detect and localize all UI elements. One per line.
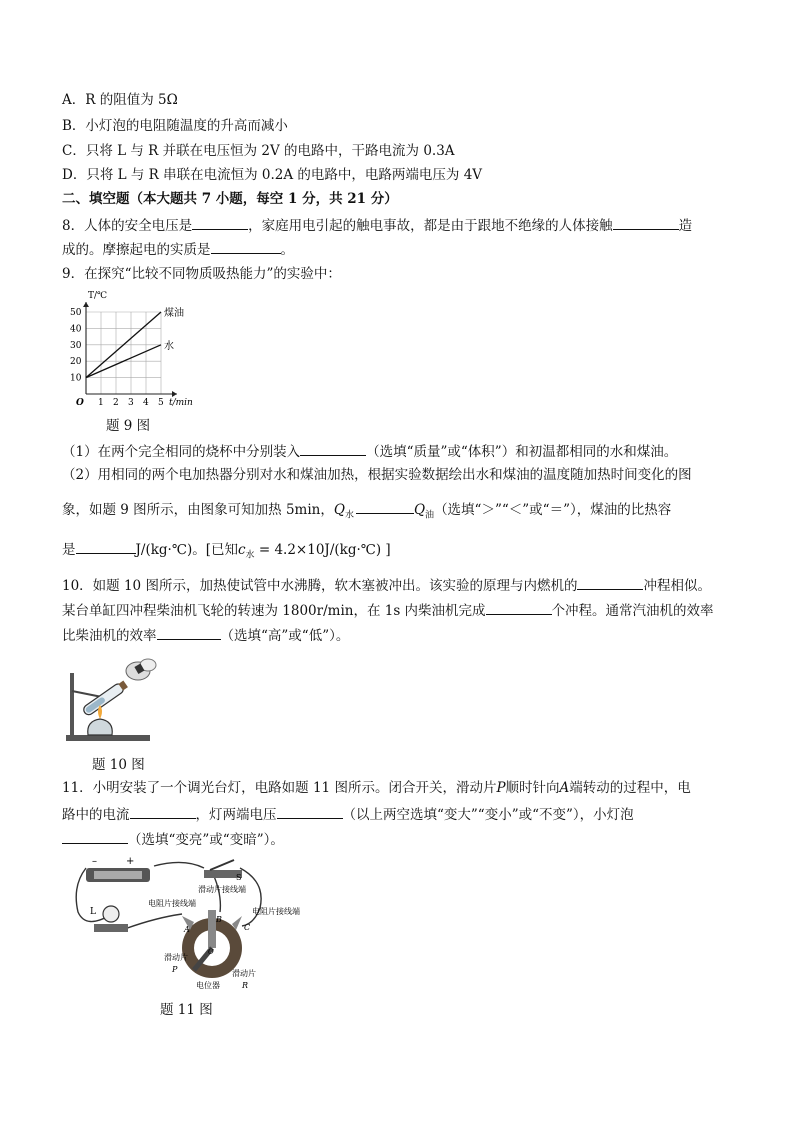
q8-text: ，家庭用电引起的触电事故，都是由于跟地不绝缘的人体接触 xyxy=(248,218,613,234)
q11-line1 xyxy=(62,779,691,797)
slider-label: 滑动片 xyxy=(164,953,188,962)
q9-q-water: Q xyxy=(333,502,345,518)
slider-p-label: P xyxy=(172,965,178,974)
q11-line2 xyxy=(62,804,634,824)
q11-text: 11．小明安装了一个调光台灯，电路如题 11 图所示。闭合开关，滑动片 xyxy=(62,780,497,796)
q11-text: （以上两空选填“变大”“变小”或“不变”），小灯泡 xyxy=(342,807,634,823)
wire xyxy=(122,914,182,930)
q11-text: （选填“变亮”或“变暗”）。 xyxy=(128,832,284,848)
origin-label: O xyxy=(76,398,84,408)
slider-terminal-label: 滑动片接线端 xyxy=(198,885,246,894)
x-tick-label: 1 xyxy=(98,398,104,408)
resistor-sheet-label: 滑动片 xyxy=(232,969,256,978)
q9-q-oil-sub: 油 xyxy=(425,510,435,521)
option-b: B．小灯泡的电阻随温度的升高而减小 xyxy=(62,118,288,134)
q10-text: 10．如题 10 图所示，加热使试管中水沸腾，软木塞被冲出。该实验的原理与内燃机的 xyxy=(62,578,578,594)
q10-blank1 xyxy=(577,575,643,590)
series-label: 煤油 xyxy=(164,308,184,319)
bulb-base xyxy=(94,924,128,932)
wire xyxy=(214,876,220,912)
q9-text: 象，如题 9 图所示，由图象可知加热 5min， xyxy=(62,502,334,518)
clamp xyxy=(72,691,102,697)
q9-text: （1）在两个完全相同的烧杯中分别装入 xyxy=(62,444,301,460)
option-d: D．只将 L 与 R 串联在电流恒为 0.2A 的电路中，电路两端电压为 4V xyxy=(62,167,483,183)
q11-text: 路中的电流 xyxy=(62,807,130,823)
wire xyxy=(240,868,261,926)
q9-text: 是 xyxy=(62,542,76,558)
q11-blank3 xyxy=(62,829,128,844)
q9-blank1 xyxy=(300,441,366,456)
switch-label: S xyxy=(236,873,242,882)
q9-caption: 题 9 图 xyxy=(106,418,151,434)
q8-line2 xyxy=(62,239,294,259)
q10-blank2 xyxy=(486,600,552,615)
q10-line1 xyxy=(62,575,711,595)
alcohol-lamp xyxy=(88,719,113,735)
y-axis-arrow xyxy=(83,302,89,307)
battery-minus: – xyxy=(92,856,97,867)
q10-caption: 题 10 图 xyxy=(92,757,145,773)
q9-sub2-line3 xyxy=(62,539,391,565)
q8-line1 xyxy=(62,215,692,235)
q9-stem: 9．在探究“比较不同物质吸热能力”的实验中： xyxy=(62,266,341,282)
q11-caption: 题 11 图 xyxy=(160,1002,213,1018)
section-title: 二、填空题（本大题共 7 小题，每空 1 分，共 21 分） xyxy=(62,191,398,207)
q11-circuit-figure xyxy=(64,852,300,994)
q11-text: ，灯两端电压 xyxy=(195,807,277,823)
q10-text: （选填“高”或“低”）。 xyxy=(220,628,350,644)
q8-text: 造 xyxy=(678,218,693,234)
q11-text: 端转动的过程中，电 xyxy=(569,780,691,796)
q10-text: 某台单缸四冲程柴油机飞轮的转速为 1800r/min，在 1s 内柴油机完成 xyxy=(62,603,486,619)
bulb xyxy=(103,906,119,922)
q11-text: 顺时针向 xyxy=(505,780,560,796)
q11-blank2 xyxy=(277,804,343,819)
battery-plus: + xyxy=(126,856,135,867)
wire xyxy=(154,862,204,868)
q9-q-oil: Q xyxy=(413,502,426,518)
q11-p: P xyxy=(496,780,506,796)
q11-a: A xyxy=(559,780,570,796)
chart-labels xyxy=(70,291,193,408)
q10-text: 冲程相似。 xyxy=(643,578,711,594)
res-terminal-left-label: 电阻片接线端 xyxy=(148,899,196,908)
slider-arm xyxy=(208,910,216,948)
x-tick-label: 5 xyxy=(158,398,164,408)
series-label: 水 xyxy=(164,340,174,352)
potentiometer-label: 电位器 xyxy=(196,981,220,990)
q9-blank3 xyxy=(76,539,136,554)
q8-blank1 xyxy=(192,215,248,230)
q9-sub2-line1: （2）用相同的两个电加热器分别对水和煤油加热，根据实验数据绘出水和煤油的温度随加热时间变化的图 xyxy=(62,467,692,483)
bulb-label: L xyxy=(90,907,96,917)
q9-c-sub: 水 xyxy=(245,550,255,561)
q10-blank3 xyxy=(157,625,221,640)
res-terminal-right-label: 电阻片接线端 xyxy=(252,907,300,916)
terminal-a-label: A xyxy=(184,925,190,934)
q10-text: 个冲程。通常汽油机的效率 xyxy=(551,603,714,619)
q9-q-water-sub: 水 xyxy=(344,510,354,521)
q10-test-tube-figure xyxy=(60,653,162,749)
q10-line3 xyxy=(62,625,349,645)
q9-c-symbol: c xyxy=(237,542,246,558)
y-tick-label: 10 xyxy=(70,373,82,384)
terminal-c-label: C xyxy=(244,923,251,932)
y-tick-label: 20 xyxy=(70,357,82,368)
q9-temperature-chart xyxy=(66,290,196,408)
q9-text: J/(kg·℃)。[已知 xyxy=(135,542,238,558)
q8-text: 成的。摩擦起电的实质是 xyxy=(62,242,211,258)
test-tube xyxy=(82,680,129,717)
y-tick-label: 30 xyxy=(70,340,82,351)
x-tick-label: 4 xyxy=(143,398,149,408)
y-tick-label: 50 xyxy=(70,308,82,318)
q8-text: 8．人体的安全电压是 xyxy=(62,218,193,234)
option-a: A．R 的阻值为 5Ω xyxy=(62,92,178,108)
stand-rod xyxy=(70,673,74,737)
battery xyxy=(94,871,142,879)
q8-blank2 xyxy=(613,215,679,230)
resistor-r-label: R xyxy=(242,981,249,990)
x-tick-label: 2 xyxy=(113,398,119,408)
q11-blank1 xyxy=(130,804,196,819)
q10-line2 xyxy=(62,600,714,620)
terminal-b-label: B xyxy=(216,915,222,924)
q10-text: 比柴油机的效率 xyxy=(62,628,157,644)
x-axis-arrow xyxy=(172,391,177,397)
option-c: C．只将 L 与 R 并联在电压恒为 2V 的电路中，干路电流为 0.3A xyxy=(62,143,455,159)
q9-text: = 4.2×10J/(kg·℃) ] xyxy=(254,542,391,558)
stand-base xyxy=(66,735,150,741)
q9-blank2 xyxy=(356,499,414,514)
q8-blank3 xyxy=(211,239,281,254)
q9-text: （选填“＞”“＜”或“＝”），煤油的比热容 xyxy=(434,502,672,518)
x-tick-label: 3 xyxy=(128,398,134,408)
q9-sub2-line2 xyxy=(62,499,671,525)
q9-sub1 xyxy=(62,441,677,461)
q8-text: 。 xyxy=(280,242,294,258)
switch-lever xyxy=(210,860,234,870)
q9-text: （选填“质量”或“体积”）和初温都相同的水和煤油。 xyxy=(366,444,678,460)
q11-line3 xyxy=(62,829,284,849)
x-axis-label: t/min xyxy=(169,398,193,408)
y-axis-label: T/℃ xyxy=(88,291,108,301)
center-o-label: O xyxy=(208,948,214,956)
chart-axes xyxy=(83,302,177,397)
chart-grid xyxy=(86,312,161,394)
y-tick-label: 40 xyxy=(70,324,82,335)
